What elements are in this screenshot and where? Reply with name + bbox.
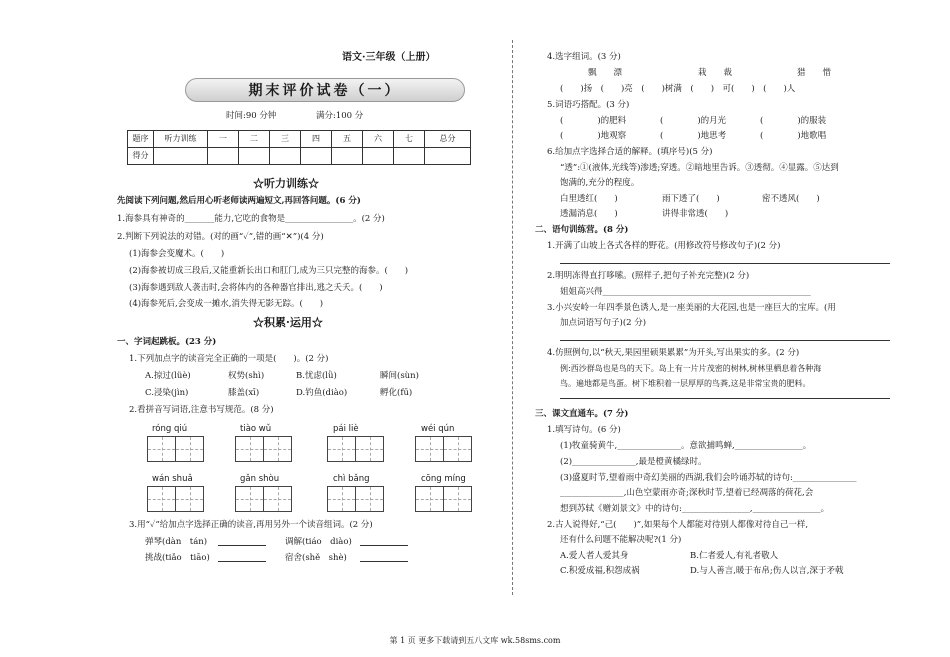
pinyin-label: pái liè — [333, 424, 359, 434]
option: D.钓鱼(diào) — [296, 388, 348, 398]
choice-option[interactable]: B.仁者爱人,有礼者敬人 — [690, 551, 779, 561]
s1-question-2: 2.看拼音写词语,注意书写规范。(8 分) — [129, 405, 274, 415]
fold-line — [512, 40, 513, 595]
r-question-4: 4.选字组词。(3 分) — [547, 52, 621, 62]
word-item: 密不透风( ) — [762, 194, 820, 204]
s1-question-1: 1.下列加点字的读音完全正确的一项是( )。(2 分) — [129, 354, 329, 364]
option: B.忧虑(lǜ) — [296, 371, 337, 381]
section-2-title: 二、语句训练营。(8 分) — [535, 225, 629, 235]
page-footer: 第 1 页 更多下载请到五八文库 wk.58sms.com — [389, 636, 561, 645]
pinyin-label: wán shuǎ — [152, 474, 193, 484]
judge-item: (4)海参死后,会变成一摊水,消失得无影无踪。( ) — [129, 299, 324, 309]
example-text: 鸟。遍地都是鸟蛋。树下堆积着一层厚厚的鸟粪,这是非常宝贵的肥料。 — [560, 379, 811, 388]
writing-grid[interactable] — [415, 486, 471, 512]
poem-item: _______________,山色空蒙雨亦奇;深秋时节,望着已经凋落的荷花,会 — [560, 488, 814, 498]
poem-item: (2)_______________,最是橙黄橘绿时。 — [560, 457, 707, 467]
char-pair: 猎 惜 — [797, 68, 832, 78]
answer-line[interactable] — [218, 561, 266, 562]
score-input-cell[interactable] — [394, 148, 425, 165]
char-pair: 栽 裁 — [698, 68, 733, 78]
time-info: 时间:90 分钟 — [226, 111, 277, 121]
s1-question-3: 3.用“✓”给加点字选择正确的读音,再用另外一个读音组词。(2 分) — [129, 520, 373, 530]
score-input-cell[interactable] — [208, 148, 239, 165]
s3-question-2-line1: 2.古人说得好,“己( )”,如果每个人都能对待别人都像对待自己一样, — [547, 520, 809, 530]
word-item: 讲得非常透( ) — [662, 209, 729, 219]
score-input-cell[interactable] — [270, 148, 301, 165]
judge-item: (1)海参会变魔术。( ) — [129, 249, 225, 259]
score-table-header-row — [128, 131, 471, 148]
listening-intro: 先阅读下列问题,然后用心听老师读两遍短文,再回答问题。(6 分) — [117, 196, 361, 206]
score-table — [127, 130, 471, 165]
word-item: 白里透红( ) — [560, 194, 618, 204]
score-input-cell[interactable] — [363, 148, 394, 165]
writing-grid[interactable] — [415, 436, 471, 462]
judge-item: (3)海参遇到敌人袭击时,会将体内的各种器官排出,逃之夭夭。( ) — [129, 283, 383, 293]
pinyin-label: chì bǎng — [333, 474, 370, 484]
writing-grid[interactable] — [327, 436, 383, 462]
question-1: 1.海参具有神奇的_______能力,它吃的食物是________________。(2 分) — [117, 214, 385, 224]
writing-grid[interactable] — [235, 486, 291, 512]
r-question-5: 5.词语巧搭配。(3 分) — [547, 100, 630, 110]
pinyin-label: gǎn shòu — [240, 474, 280, 484]
s2-question-2: 2.明明冻得直打哆嗦。(照样子,把句子补充完整)(2 分) — [547, 271, 750, 281]
score-cell: 得分 — [128, 148, 154, 165]
r-question-6: 6.给加点字选择合适的解释。(填序号)(5 分) — [547, 147, 713, 157]
score-cell: 听力训练 — [154, 131, 208, 148]
score-cell: 一 — [208, 131, 239, 148]
score-cell: 六 — [363, 131, 394, 148]
poem-item: 想到苏轼《赠刘景文》中的诗句:________________,________________。 — [560, 504, 830, 514]
score-input-cell[interactable] — [425, 148, 471, 165]
exam-title: 期末评价试卷（一） — [248, 83, 402, 99]
match-item: ( )的月光 — [660, 116, 727, 126]
reading-item: 弹琴(dàn tán) — [145, 537, 208, 547]
reading-item: 调解(tiáo diào) — [285, 537, 352, 547]
s3-question-2-line2: 还有什么问题不能解决呢?(1 分) — [560, 535, 682, 545]
listening-header: ☆听力训练☆ — [253, 177, 319, 190]
answer-line[interactable] — [560, 340, 890, 341]
section-3-title: 三、课文直通车。(7 分) — [535, 409, 629, 419]
option: 孵化(fū) — [380, 388, 413, 398]
definition-line: “透”:①(液体,光线等)渗透;穿透。②暗地里告诉。③透彻。④显露。⑤达到 — [560, 163, 839, 173]
choice-option[interactable]: A.爱人者人爱其身 — [560, 551, 629, 561]
score-cell: 五 — [332, 131, 363, 148]
reading-item: 挑战(tiǎo tiāo) — [145, 553, 210, 563]
score-table-score-row — [128, 148, 471, 165]
judge-item: (2)海参被切成三段后,又能重新长出口和肛门,成为三只完整的海参。( ) — [129, 266, 409, 276]
option: 膝盖(xī) — [228, 388, 260, 398]
match-item: ( )地歌唱 — [760, 131, 827, 141]
char-pair: 飘 漂 — [588, 68, 623, 78]
option: 权势(shì) — [228, 371, 265, 381]
score-cell: 四 — [301, 131, 332, 148]
answer-line[interactable] — [560, 263, 890, 264]
fill-blanks: ( )扬 ( )亮 ( )树满 ( ) 可( ) ( )人 — [560, 84, 796, 94]
answer-line[interactable] — [360, 561, 408, 562]
match-item: ( )地观察 — [560, 131, 627, 141]
writing-grid[interactable] — [327, 486, 383, 512]
s2-question-4: 4.仿照例句,以“秋天,果园里硕果累累”为开头,写出果实的多。(2 分) — [547, 348, 800, 358]
pinyin-label: róng qiú — [152, 424, 188, 434]
score-input-cell[interactable] — [332, 148, 363, 165]
word-item: 雨下透了( ) — [662, 194, 720, 204]
score-input-cell[interactable] — [154, 148, 208, 165]
pinyin-label: wéi qún — [421, 424, 455, 434]
score-cell: 总分 — [425, 131, 471, 148]
section-1-title: 一、字词起跳板。(23 分) — [117, 337, 217, 347]
s2-question-2-prompt: 姐姐高兴得_________________________________________________ — [560, 287, 811, 297]
poem-item: (1)牧童骑黄牛,_______________。意欲捕鸣蝉,________________。 — [560, 441, 812, 451]
score-input-cell[interactable] — [239, 148, 270, 165]
s2-question-3-line1: 3.小兴安岭一年四季景色诱人,是一座美丽的大花园,也是一座巨大的宝库。(用 — [547, 303, 836, 313]
s2-question-1: 1.开满了山坡上各式各样的野花。(用修改符号修改句子)(2 分) — [547, 241, 781, 251]
question-2: 2.判断下列说法的对错。(对的画“✓”,错的画“✕”)(4 分) — [117, 232, 324, 242]
definition-line: 饱满的,充分的程度。 — [560, 178, 640, 188]
option: 瞬间(sùn) — [380, 371, 419, 381]
score-cell: 三 — [270, 131, 301, 148]
score-cell: 二 — [239, 131, 270, 148]
answer-line[interactable] — [560, 398, 890, 399]
match-item: ( )的肥料 — [560, 116, 627, 126]
choice-option[interactable]: D.与人善言,暖于布帛;伤人以言,深于矛戟 — [690, 566, 844, 576]
score-input-cell[interactable] — [301, 148, 332, 165]
answer-line[interactable] — [360, 545, 408, 546]
choice-option[interactable]: C.积爱成福,积怨成祸 — [560, 566, 640, 576]
word-item: 透漏消息( ) — [560, 209, 618, 219]
s2-question-3-line2: 加点词语写句子)(2 分) — [560, 318, 647, 328]
match-item: ( )的服装 — [760, 116, 827, 126]
pinyin-label: cōng míng — [421, 474, 466, 484]
reading-item: 宿舍(shě shè) — [285, 553, 347, 563]
subject-label: 语文·三年级（上册） — [342, 52, 436, 63]
answer-line[interactable] — [218, 545, 266, 546]
option: A.掠过(lüè) — [145, 371, 191, 381]
accumulation-header: ☆积累·运用☆ — [253, 316, 323, 329]
writing-grid[interactable] — [147, 486, 203, 512]
exam-title-banner — [185, 78, 465, 102]
score-cell: 七 — [394, 131, 425, 148]
match-item: ( )地思考 — [660, 131, 727, 141]
writing-grid[interactable] — [235, 436, 291, 462]
example-text: 例:西沙群岛也是鸟的天下。岛上有一片片茂密的树林,树林里栖息着各种海 — [560, 364, 822, 373]
score-info: 满分:100 分 — [316, 111, 364, 121]
poem-item: (3)盛夏时节,望着雨中奇幻美丽的西湖,我们会吟诵苏轼的诗句:_______________ — [560, 473, 857, 483]
pinyin-label: tiào wǔ — [240, 424, 272, 434]
score-cell: 题序 — [128, 131, 154, 148]
s3-question-1: 1.填写诗句。(6 分) — [547, 425, 621, 435]
option: C.浸染(jìn) — [145, 388, 189, 398]
writing-grid[interactable] — [147, 436, 203, 462]
